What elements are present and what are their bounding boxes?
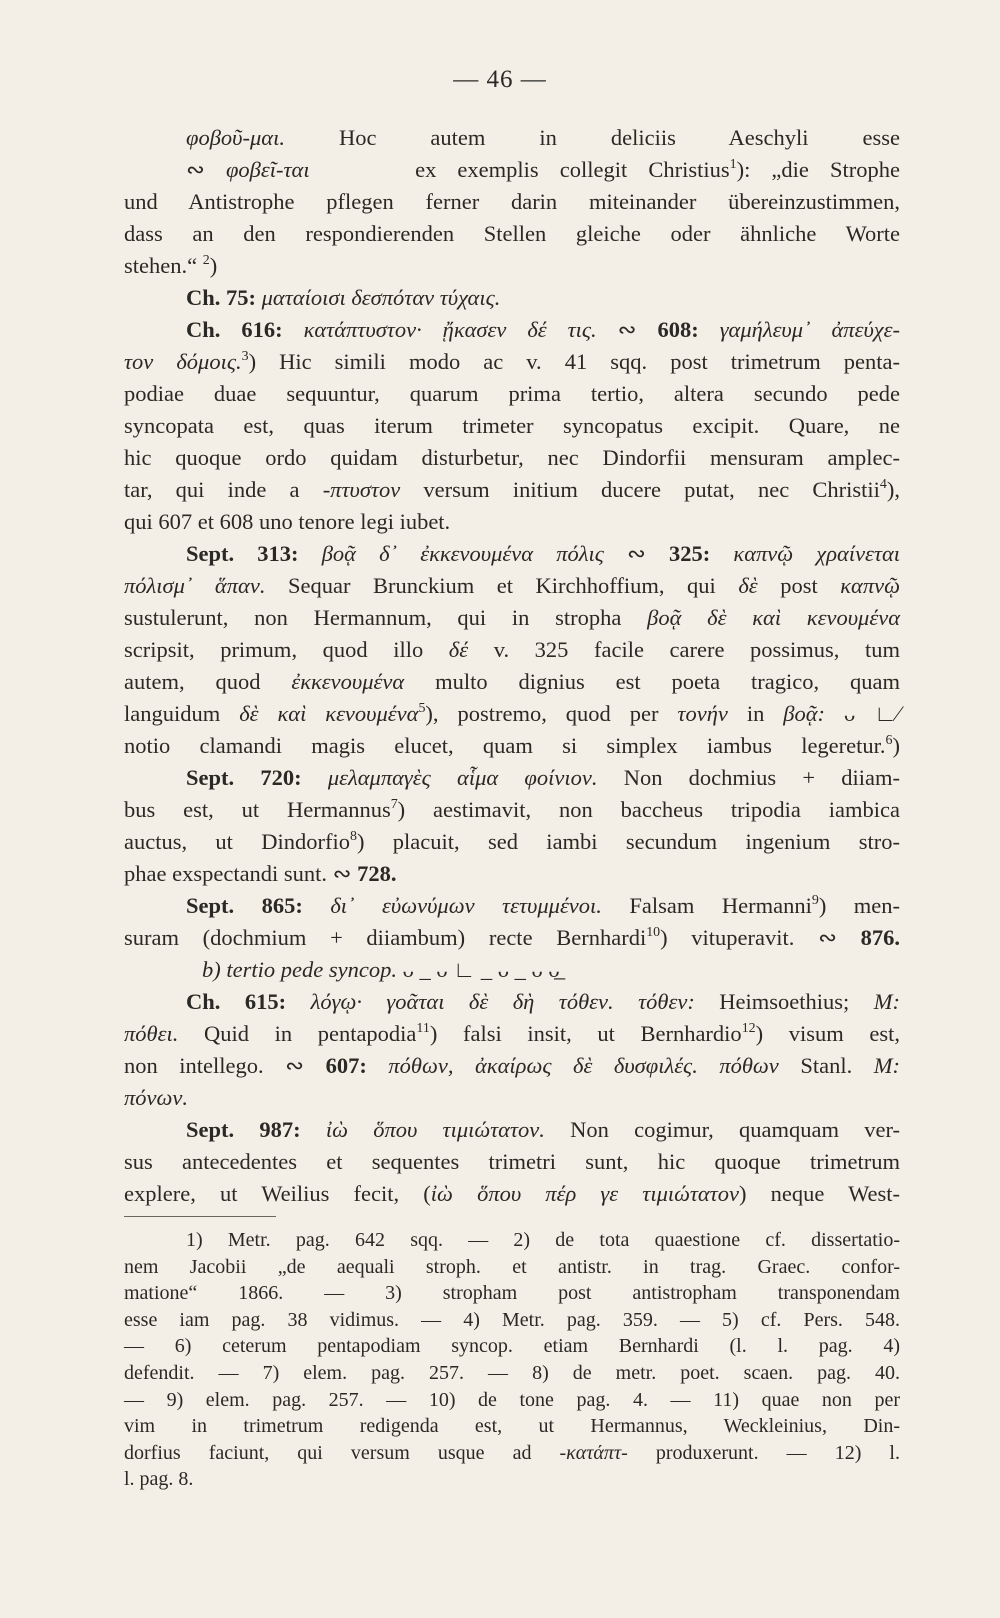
main-text (124, 122, 900, 1493)
text-line: Ch. 615: λόγῳ· γοᾶται δὲ δὴ τόθεν. τόθεν: Heimsoethius; M: (186, 989, 900, 1014)
text-line: πόνων. (124, 1085, 189, 1110)
text-line: τον δόμοις.$^3$) Hic simili modo ac v. 41 sqq. post trimetrum penta- (124, 348, 900, 374)
footnotes (124, 1227, 900, 1493)
text-line: πόθει. Quid in pentapodia$^{11}$) falsi insit, ut Bernhardio$^{12}$) visum est, (124, 1020, 900, 1046)
text-line: explere, ut Weilius fecit, (ἰὼ ὅπου πέρ γε τιμιώτατον) neque West- (124, 1181, 901, 1206)
text-line: Sept. 987: ἰὼ ὅπου τιμιώτατον. Non cogimur, quamquam ver- (186, 1117, 900, 1142)
text-line: Sept. 865: δι᾽ εὐωνύμων τετυμμένοι. Falsam Hermanni$^9$) men- (186, 892, 901, 918)
text-line: Sept. 313: βοᾷ δ᾽ ἐκκενουμένα πόλις ∾ 325: καπνῷ χραίνεται (186, 541, 901, 566)
footnote-line: — 6) ceterum pentapodiam syncop. etiam Bernhardi (l. l. pag. 4) (124, 1335, 900, 1358)
footnote-line: 1) Metr. pag. 642 sqq. — 2) de tota quaestione cf. dissertatio- (186, 1229, 900, 1251)
footnote-line: l. pag. 8. (124, 1468, 194, 1491)
text-line: und Antistrophe pflegen ferner darin miteinander übereinzustimmen, (124, 189, 900, 214)
text-line: Ch. 616: κατάπτυστον· ᾔκασεν δέ τις. ∾ 608: γαμήλευμ᾽ ἀπεύχε- (186, 317, 901, 342)
text-line: bus est, ut Hermannus$^7$) aestimavit, non baccheus tripodia iambica (124, 796, 900, 822)
footnote-line: nem Jacobii „de aequali stroph. et antistr. in trag. Graec. confor- (124, 1255, 900, 1278)
text-line: φοβοῦ-μαι. Hoc autem in deliciis Aeschyli esse (186, 125, 900, 150)
footnote-line: esse iam pag. 38 vidimus. — 4) Metr. pag. 359. — 5) cf. Pers. 548. (124, 1308, 900, 1331)
text-line: non intellego. ∾ 607: πόθων, ἀκαίρως δὲ δυσφιλές. πόθων Stanl. M: (124, 1053, 900, 1078)
footnote-line: defendit. — 7) elem. pag. 257. — 8) de metr. poet. scaen. pag. 40. (124, 1361, 900, 1384)
text-line: hic quoque ordo quidam disturbetur, nec Dindorfii mensuram amplec- (124, 445, 900, 470)
text-line: tar, qui inde a -πτυστον versum initium ducere putat, nec Christii$^4$), (124, 476, 900, 502)
text-line: notio clamandi magis elucet, quam si simplex iambus legeretur.$^6$) (124, 732, 900, 758)
footnote-line: matione“ 1866. — 3) stropham post antistropham transponendam (124, 1282, 900, 1305)
text-line: ∾ φοβεῖ-ται ex exemplis collegit Christius$^1$): „die Strophe (186, 156, 900, 182)
text-line: phae exspectandi sunt. ∾ 728. (124, 861, 397, 886)
body-paragraphs (124, 122, 900, 1210)
text-line: dass an den respondierenden Stellen gleiche oder ähnliche Worte (124, 221, 900, 246)
text-line: stehen.“ $^2$) (124, 252, 218, 278)
text-line: suram (dochmium + diiambum) recte Bernhardi$^{10}$) vituperavit. ∾ 876. (124, 924, 900, 950)
text-line: scripsit, primum, quod illo δέ v. 325 facile carere possimus, tum (124, 637, 901, 662)
text-line: b) tertio pede syncop. ᴗ _ ᴗ ∟ _ ᴗ _ ᴗ ᴗ̲ (202, 957, 560, 982)
text-line: podiae duae sequuntur, quarum prima tertio, altera secundo pede (124, 381, 900, 406)
footnote-line: vim in trimetrum redigenda est, ut Hermannus, Weckleinius, Din- (124, 1415, 900, 1438)
text-line: Sept. 720: μελαμπαγὲς αἷμα φοίνιον. Non dochmius + diiam- (186, 765, 901, 790)
text-line: πόλισμ᾽ ἅπαν. Sequar Brunckium et Kirchhoffium, qui δὲ post καπνῷ (124, 573, 901, 598)
text-line: auctus, ut Dindorfio$^8$) placuit, sed iambi secundum ingenium stro- (124, 828, 901, 854)
text-line: syncopata est, quas iterum trimeter syncopatus excipit. Quare, ne (124, 413, 900, 438)
text-line: autem, quod ἐκκενουμένα multo dignius est poeta tragico, quam (124, 669, 900, 694)
text-line: languidum δὲ καὶ κενουμένα$^5$), postremo, quod per τονήν in βοᾷ: ᴗ ∟⁄ (124, 700, 900, 726)
footnote-line: — 9) elem. pag. 257. — 10) de tone pag. 4. — 11) quae non per (124, 1388, 900, 1411)
footnote-separator (124, 1216, 276, 1217)
text-line: sustulerunt, non Hermannum, qui in stropha βοᾷ δὲ καὶ κενουμένα (124, 605, 900, 630)
text-line: Ch. 75: ματαίοισι δεσπόταν τύχαις. (186, 285, 501, 310)
text-line: qui 607 et 608 uno tenore legi iubet. (124, 509, 451, 534)
text-line: sus antecedentes et sequentes trimetri sunt, hic quoque trimetrum (124, 1149, 900, 1174)
footnote-line: dorfius faciunt, qui versum usque ad -κατάπτ- produxerunt. — 12) l. (124, 1441, 900, 1464)
page-number: — 46 — (453, 66, 547, 93)
